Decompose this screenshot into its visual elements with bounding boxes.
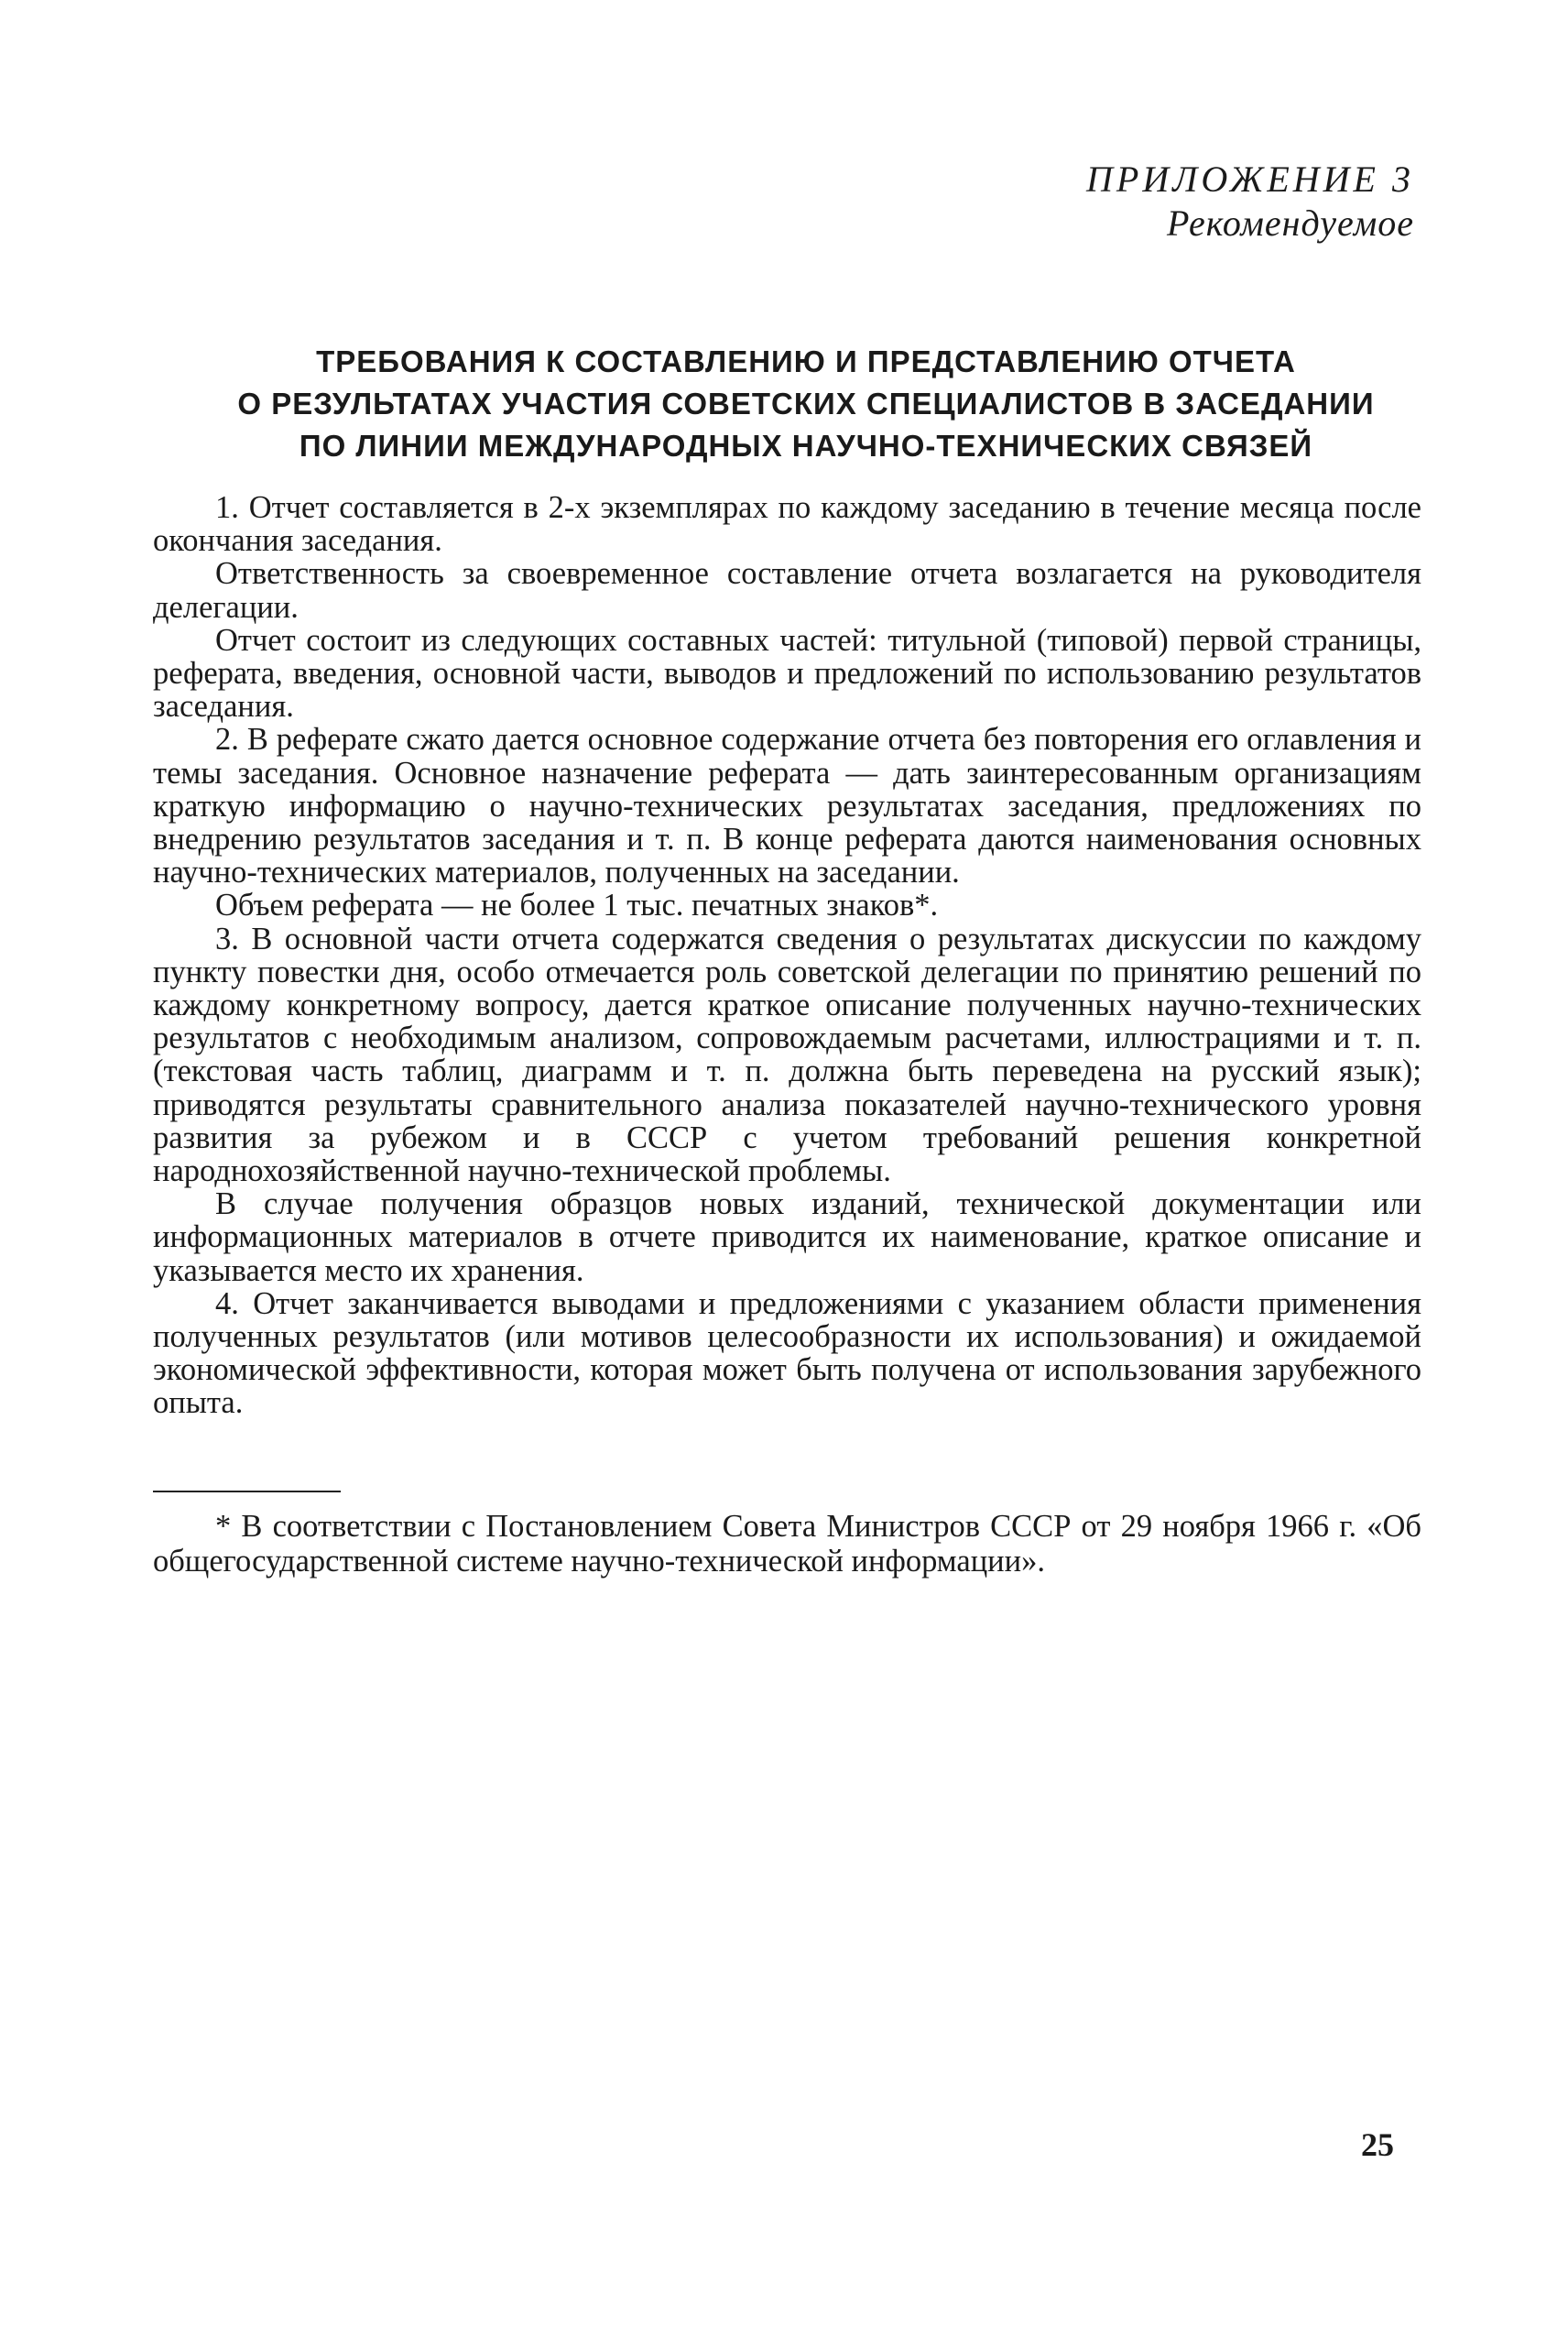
appendix-title: ПРИЛОЖЕНИЕ 3 [1086, 158, 1414, 200]
heading-line: ПО ЛИНИИ МЕЖДУНАРОДНЫХ НАУЧНО-ТЕХНИЧЕСКИХ СВЯЗЕЙ [299, 429, 1313, 463]
footnote-text: * В соответствии с Постановлением Совета Министров СССР от 29 ноября 1966 г. «Об общегосударственной системе научно-технической информации». [153, 1509, 1421, 1579]
footnote [153, 1509, 1421, 1579]
paragraph-structure: Отчет состоит из следующих составных частей: титульной (типовой) первой страницы, реферата, введения, основной части, выводов и предложений по использованию результатов заседания. [153, 622, 1421, 725]
footnote-divider [153, 1491, 341, 1492]
paragraph-abstract-volume: Объем реферата — не более 1 тыс. печатных знаков*. [215, 888, 939, 923]
page-number: 25 [1361, 2126, 1394, 2163]
paragraph-samples: В случае получения образцов новых изданий, технической документации или информационных материалов в отчете приводится их наименование, краткое описание и указывается место их хранения. [153, 1186, 1421, 1288]
body-text [153, 491, 1421, 1420]
paragraph-item-3: 3. В основной части отчета содержатся сведения о результатах дискуссии по каждому пункту повестки дня, особо отмечается роль советской делегации по принятию решений по каждому конкретному вопросу, дается краткое описание полученных научно-технических результатов с необходимым анализом, сопровождаемым расчетами, иллюстрациями и т. п. (текстовая часть таблиц, диаграмм и т. п. должна быть переведена на русский язык); приводятся результаты сравнительного анализа показателей научно-технического уровня развития за рубежом и в СССР с учетом требований решения конкретной народнохозяйственной научно-технической проблемы. [153, 921, 1421, 1189]
appendix-status: Рекомендуемое [1166, 202, 1414, 244]
paragraph-item-4: 4. Отчет заканчивается выводами и предложениями с указанием области применения полученных результатов (или мотивов целесообразности их использования) и ожидаемой экономической эффективности, которая может быть получена от использования зарубежного опыта. [153, 1285, 1421, 1421]
paragraph-responsibility: Ответственность за своевременное составление отчета возлагается на руководителя делегации. [153, 556, 1421, 625]
document-heading [211, 341, 1401, 467]
appendix-label [1086, 158, 1414, 246]
paragraph-item-1: 1. Отчет составляется в 2-х экземплярах по каждому заседанию в течение месяца после окончания заседания. [153, 490, 1421, 559]
paragraph-item-2: 2. В реферате сжато дается основное содержание отчета без повторения его оглавления и темы заседания. Основное назначение реферата — дать заинтересованным организациям краткую информацию о научно-технических результатах заседания, предложениях по внедрению результатов заседания и т. п. В конце реферата даются наименования основных научно-технических материалов, полученных на заседании. [153, 722, 1421, 890]
heading-line: ТРЕБОВАНИЯ К СОСТАВЛЕНИЮ И ПРЕДСТАВЛЕНИЮ ОТЧЕТА [316, 344, 1296, 378]
heading-line: О РЕЗУЛЬТАТАХ УЧАСТИЯ СОВЕТСКИХ СПЕЦИАЛИСТОВ В ЗАСЕДАНИИ [237, 387, 1375, 421]
